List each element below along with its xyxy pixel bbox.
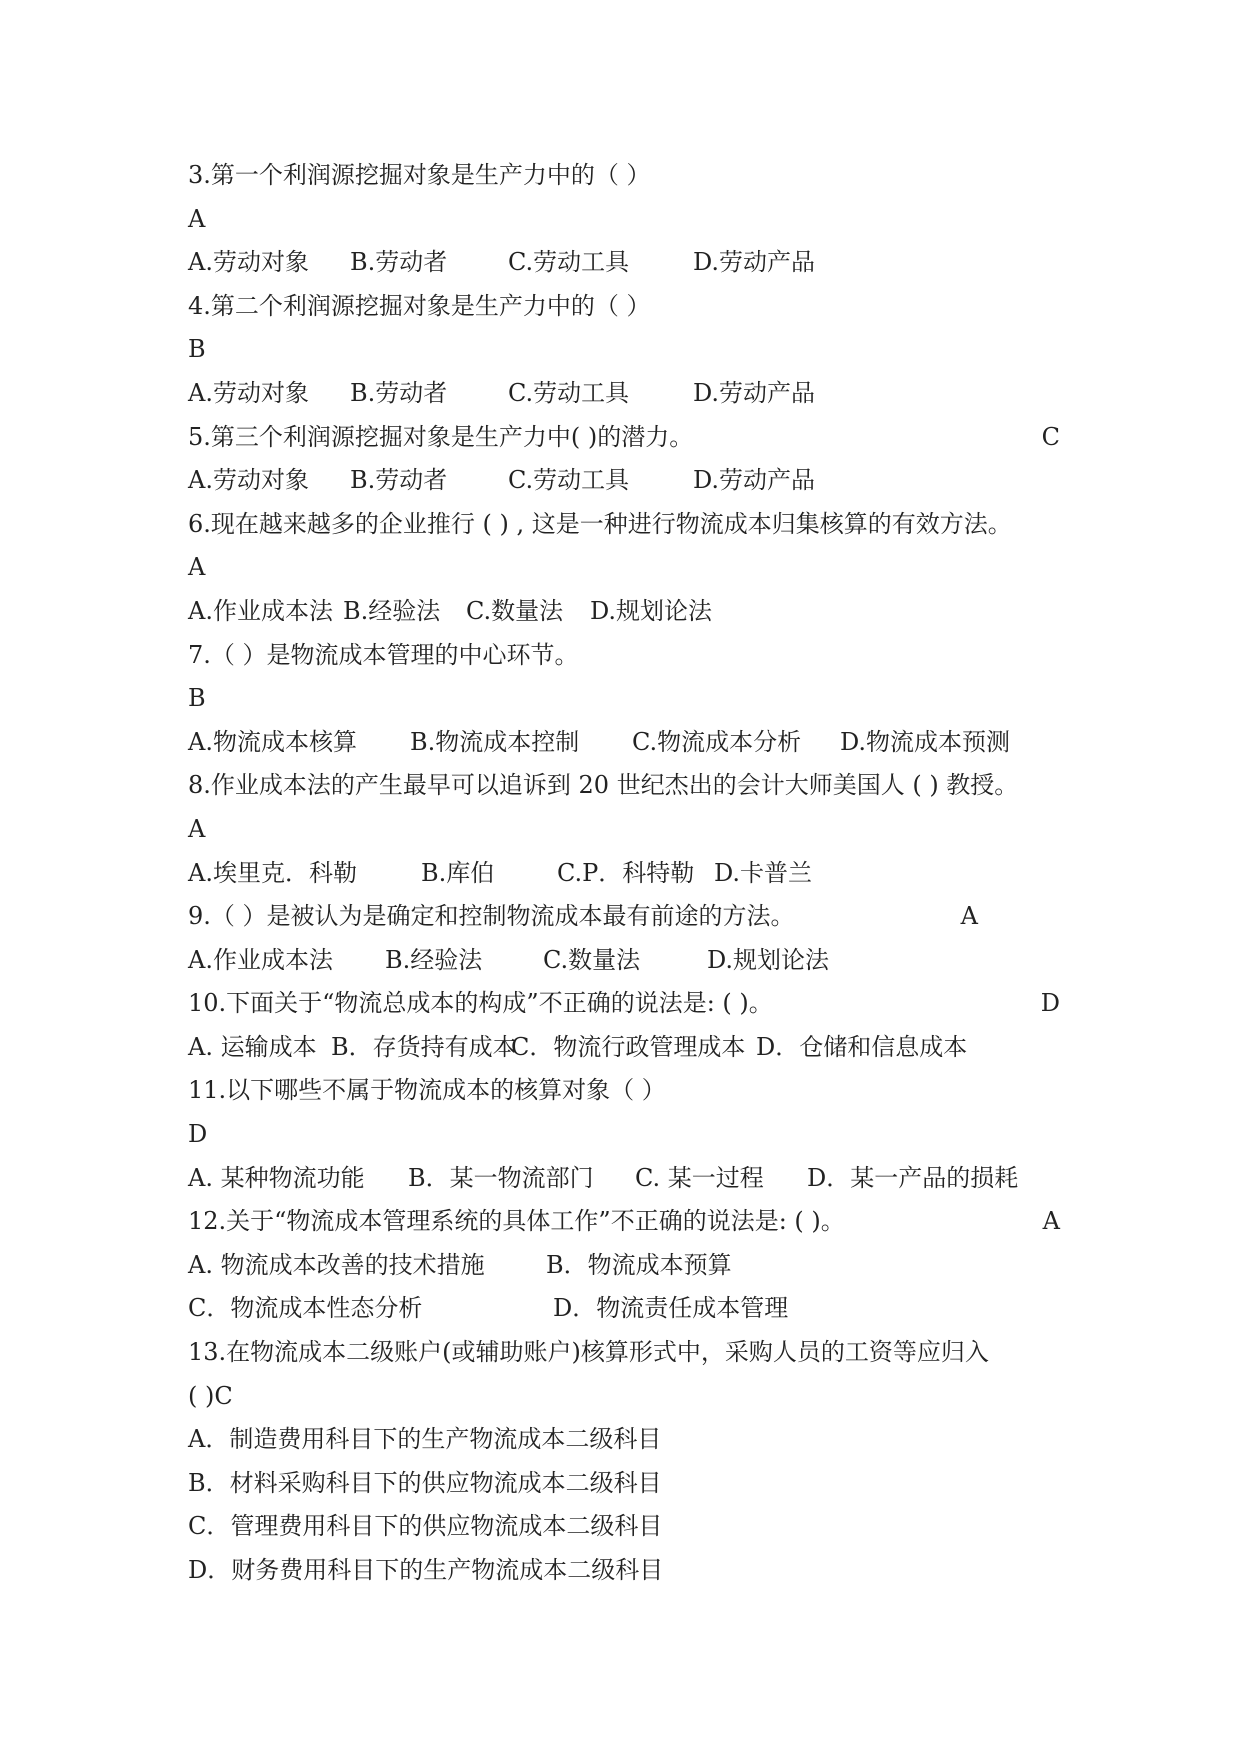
question-8-answer bbox=[188, 808, 1060, 852]
question-4-options bbox=[188, 372, 1060, 416]
question-text: 8.作业成本法的产生最早可以追诉到 20 世纪杰出的会计大师美国人 ( ) 教授。 bbox=[188, 771, 1019, 800]
option-d: D.规划论法 bbox=[590, 596, 713, 625]
option-d: D.劳动产品 bbox=[693, 378, 816, 407]
answer-text: B bbox=[188, 684, 206, 713]
question-8-options bbox=[188, 852, 1060, 896]
question-11-options bbox=[188, 1157, 1060, 1201]
option-d: D.物流成本预测 bbox=[840, 727, 1011, 756]
option-c: C.劳动工具 bbox=[508, 378, 630, 407]
question-text: 7.（ ）是物流成本管理的中心环节。 bbox=[188, 640, 579, 669]
question-5-options bbox=[188, 459, 1060, 503]
question-12-options-row1 bbox=[188, 1244, 1060, 1288]
option-a: A.物流成本核算 bbox=[188, 727, 357, 756]
question-6-answer bbox=[188, 546, 1060, 590]
option-a: A.劳动对象 bbox=[188, 378, 309, 407]
option-d: D．物流责任成本管理 bbox=[553, 1294, 789, 1323]
question-text-continued: ( )C bbox=[188, 1381, 233, 1410]
option-b: B.物流成本控制 bbox=[410, 727, 580, 756]
option-d: D．仓储和信息成本 bbox=[756, 1032, 968, 1061]
option-a: A.作业成本法 bbox=[188, 596, 333, 625]
option-c: C.数量法 bbox=[543, 945, 641, 974]
question-3-stem bbox=[188, 154, 1060, 198]
option-d: D．财务费用科目下的生产物流成本二级科目 bbox=[188, 1556, 664, 1584]
question-text: 6.现在越来越多的企业推行 ( ) , 这是一种进行物流成本归集核算的有效方法。 bbox=[188, 509, 1012, 538]
answer-text: A bbox=[188, 204, 206, 233]
question-10-options bbox=[188, 1026, 1060, 1070]
answer-text: C bbox=[1041, 422, 1060, 451]
question-13-option-d bbox=[188, 1549, 1060, 1593]
question-text: 4.第二个利润源挖掘对象是生产力中的（ ） bbox=[188, 291, 651, 320]
question-12-stem bbox=[188, 1200, 1060, 1244]
answer-text: A bbox=[1042, 1207, 1060, 1236]
option-a: A.作业成本法 bbox=[188, 945, 333, 974]
question-13-stem-continued bbox=[188, 1375, 1060, 1419]
question-4-stem bbox=[188, 285, 1060, 329]
option-d: D.劳动产品 bbox=[693, 466, 816, 495]
option-a: A.劳动对象 bbox=[188, 466, 309, 495]
question-3-answer bbox=[188, 198, 1060, 242]
option-c: C．物流成本性态分析 bbox=[188, 1294, 423, 1323]
question-11-answer bbox=[188, 1113, 1060, 1157]
option-b: B．材料采购科目下的供应物流成本二级科目 bbox=[188, 1468, 662, 1497]
question-13-option-b bbox=[188, 1462, 1060, 1506]
question-text: 5.第三个利润源挖掘对象是生产力中( )的潜力。 bbox=[188, 422, 694, 451]
question-7-options bbox=[188, 721, 1060, 765]
option-a: A. 运输成本 bbox=[188, 1032, 317, 1061]
question-text: 3.第一个利润源挖掘对象是生产力中的（ ） bbox=[188, 161, 651, 189]
option-b: B．某一物流部门 bbox=[408, 1163, 594, 1192]
question-text: 10.下面关于“物流总成本的构成”不正确的说法是: ( )。 bbox=[188, 989, 773, 1018]
option-b: B.库伯 bbox=[421, 858, 495, 887]
option-a: A.劳动对象 bbox=[188, 248, 309, 277]
question-9-options bbox=[188, 939, 1060, 983]
option-c: C.物流成本分析 bbox=[632, 727, 802, 756]
question-7-answer bbox=[188, 677, 1060, 721]
option-c: C. 某一过程 bbox=[635, 1163, 764, 1192]
question-3-options bbox=[188, 241, 1060, 285]
option-c: C．管理费用科目下的供应物流成本二级科目 bbox=[188, 1512, 663, 1541]
question-13-option-a bbox=[188, 1418, 1060, 1462]
option-c: C.P．科特勒 bbox=[557, 858, 695, 887]
question-12-options-row2 bbox=[188, 1287, 1060, 1331]
option-c: C.劳动工具 bbox=[508, 466, 630, 495]
option-b: B．物流成本预算 bbox=[546, 1250, 732, 1279]
answer-text: B bbox=[188, 335, 206, 364]
option-c: C．物流行政管理成本 bbox=[511, 1032, 746, 1061]
question-13-option-c bbox=[188, 1505, 1060, 1549]
answer-text: A bbox=[960, 902, 978, 931]
question-10-stem bbox=[188, 982, 1060, 1026]
question-text: 12.关于“物流成本管理系统的具体工作”不正确的说法是: ( )。 bbox=[188, 1207, 845, 1236]
question-6-options bbox=[188, 590, 1060, 634]
question-8-stem bbox=[188, 764, 1060, 808]
question-text: 11.以下哪些不属于物流成本的核算对象（ ） bbox=[188, 1076, 666, 1105]
option-c: C.数量法 bbox=[466, 596, 564, 625]
question-11-stem bbox=[188, 1069, 1060, 1113]
document-page bbox=[188, 154, 1060, 1593]
option-a: A.埃里克．科勒 bbox=[188, 858, 357, 887]
question-4-answer bbox=[188, 328, 1060, 372]
option-b: B．存货持有成本 bbox=[331, 1032, 517, 1061]
question-text: 9.（ ）是被认为是确定和控制物流成本最有前途的方法。 bbox=[188, 902, 795, 931]
question-text: 13.在物流成本二级账户(或辅助账户)核算形式中，采购人员的工资等应归入 bbox=[188, 1338, 989, 1367]
option-a: A．制造费用科目下的生产物流成本二级科目 bbox=[188, 1425, 662, 1454]
answer-text: A bbox=[188, 814, 206, 843]
option-b: B.经验法 bbox=[343, 596, 441, 625]
option-d: D．某一产品的损耗 bbox=[807, 1163, 1019, 1192]
option-c: C.劳动工具 bbox=[508, 248, 630, 277]
question-7-stem bbox=[188, 634, 1060, 678]
question-6-stem bbox=[188, 503, 1060, 547]
question-9-stem bbox=[188, 895, 1060, 939]
answer-text: D bbox=[1040, 989, 1060, 1018]
option-a: A. 物流成本改善的技术措施 bbox=[188, 1250, 485, 1279]
answer-text: D bbox=[188, 1120, 208, 1149]
answer-text: A bbox=[188, 553, 206, 582]
option-b: B.劳动者 bbox=[350, 378, 448, 407]
option-b: B.劳动者 bbox=[350, 466, 448, 495]
option-b: B.劳动者 bbox=[350, 248, 448, 277]
question-5-stem bbox=[188, 416, 1060, 460]
question-13-stem bbox=[188, 1331, 1060, 1375]
option-d: D.卡普兰 bbox=[714, 858, 813, 887]
option-a: A. 某种物流功能 bbox=[188, 1163, 365, 1192]
option-d: D.劳动产品 bbox=[693, 248, 816, 277]
option-d: D.规划论法 bbox=[707, 945, 830, 974]
option-b: B.经验法 bbox=[385, 945, 483, 974]
